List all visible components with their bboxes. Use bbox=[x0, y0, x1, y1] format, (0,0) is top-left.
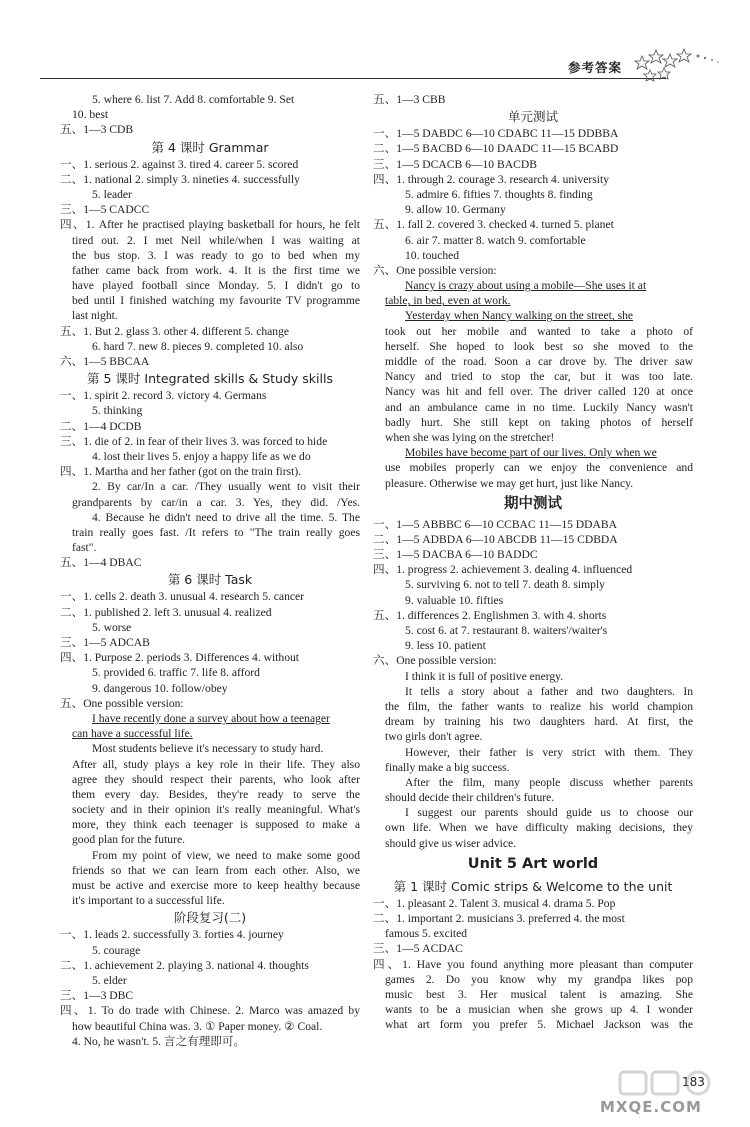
answer-line: should decide their children's future. bbox=[385, 791, 555, 805]
answer-line: 4. No, he wasn't. 5. 言之有理即可。 bbox=[72, 1034, 246, 1048]
answer-line: good plan for the future. bbox=[72, 833, 186, 847]
answer-line: friends so that we can learn from each other. Also, we bbox=[72, 863, 360, 877]
stars-decoration-icon bbox=[632, 44, 722, 84]
answer-line: 10. best bbox=[72, 108, 109, 122]
answer-line: grandparents by car/in a car. 3. Yes, they did. /Yes. bbox=[72, 495, 360, 509]
answer-line: bed until I finished watching my favourite TV programme bbox=[72, 294, 360, 308]
answer-line: the film, the father wants to realize his world champion bbox=[385, 699, 693, 713]
answer-line: 一、1. serious 2. against 3. tired 4. career 5. scored bbox=[60, 157, 299, 171]
answer-line: can have a successful life. bbox=[72, 727, 193, 741]
answer-line: 5. leader bbox=[92, 187, 132, 201]
answer-line: 一、1. pleasant 2. Talent 3. musical 4. drama 5. Pop bbox=[373, 896, 616, 910]
answer-line: 五、One possible version: bbox=[60, 696, 184, 710]
answer-line: However, their father is very strict with them. They bbox=[405, 745, 693, 759]
section-heading: 期中测试 bbox=[504, 495, 562, 512]
answer-line: 三、1—5 DCACB 6—10 BACDB bbox=[373, 157, 537, 171]
answer-line: I suggest our parents should guide us to choose our bbox=[405, 806, 693, 820]
answer-line: Most students believe it's necessary to study hard. bbox=[92, 742, 324, 756]
answer-line: table, in bed, even at work. bbox=[385, 294, 511, 308]
answer-line: 4. Because he didn't need to drive all the time. 5. The bbox=[92, 510, 360, 524]
answer-line: games 2. Do you know why my grandpa likes pop bbox=[385, 972, 693, 986]
answer-line: 6. hard 7. new 8. pieces 9. completed 10. also bbox=[92, 339, 304, 353]
section-heading: 第 6 课时 Task bbox=[167, 572, 253, 588]
answer-line: 五、1—3 CDB bbox=[60, 123, 134, 137]
answer-line: them every day. Besides, they're ready to serve the bbox=[72, 787, 360, 801]
watermark-text: MXQE.COM bbox=[600, 1098, 702, 1116]
answer-line: how beautiful China was. 3. ① Paper money. ② Coal. bbox=[72, 1019, 323, 1033]
answer-line: 三、1—5 DACBA 6—10 BADDC bbox=[373, 548, 538, 562]
answer-line: 5. cost 6. at 7. restaurant 8. waiters'/waiter's bbox=[405, 624, 608, 637]
answer-line: 六、One possible version: bbox=[373, 263, 497, 277]
answer-line: 四、1. Purpose 2. periods 3. Differences 4. without bbox=[60, 651, 300, 665]
answer-line: 一、1. leads 2. successfully 3. forties 4. journey bbox=[60, 928, 284, 942]
answer-line: 5. worse bbox=[92, 620, 132, 634]
answer-line: 6. air 7. matter 8. watch 9. comfortable bbox=[405, 233, 586, 247]
answer-line: 四、1. Have you found anything more pleasant than computer bbox=[373, 957, 693, 971]
answer-line: 9. valuable 10. fifties bbox=[405, 593, 504, 607]
answer-line: 5. where 6. list 7. Add 8. comfortable 9. Set bbox=[92, 93, 295, 106]
answer-line: the bus stop. 3. I was ready to go to bed when my bbox=[72, 248, 360, 262]
answer-line: 5. thinking bbox=[92, 404, 143, 418]
left-column bbox=[60, 92, 360, 1049]
section-heading: 单元测试 bbox=[507, 109, 558, 125]
section-heading: Unit 5 Art world bbox=[467, 855, 599, 872]
answer-line: society and in their opinion it's really meaningful. What's bbox=[72, 803, 360, 817]
answer-line: 4. lost their lives 5. enjoy a happy life as we do bbox=[92, 449, 311, 463]
answer-line: I have recently done a survey about how a teenager bbox=[92, 711, 330, 725]
answer-line: 9. dangerous 10. follow/obey bbox=[92, 681, 228, 695]
answer-line: must be active and exercise more to keep healthy because bbox=[72, 879, 360, 892]
section-heading: 第 1 课时 Comic strips & Welcome to the unit bbox=[393, 878, 673, 894]
answer-line: agree they should respect their parents, who look after bbox=[72, 772, 360, 786]
answer-line: 四、1. After he practised playing basketball for hours, he felt bbox=[60, 218, 360, 232]
page-header bbox=[0, 0, 750, 92]
answer-line: 六、One possible version: bbox=[373, 654, 497, 668]
header-title: 参考答案 bbox=[568, 60, 623, 75]
answer-line: 五、1. fall 2. covered 3. checked 4. turned 5. planet bbox=[373, 218, 614, 232]
answer-line: and an ambulance came in no time. Luckily Nancy wasn't bbox=[385, 400, 693, 414]
answer-line: After the film, many people discuss whether parents bbox=[405, 775, 693, 789]
answer-line: dream by training his two daughters hard. At first, the bbox=[385, 715, 693, 729]
answer-line: 一、1. cells 2. death 3. unusual 4. research 5. cancer bbox=[60, 590, 305, 604]
answer-line: I think it is full of positive energy. bbox=[405, 669, 564, 683]
answer-line: 五、1—3 CBB bbox=[373, 93, 446, 106]
answer-line: 六、1—5 BBCAA bbox=[60, 355, 150, 368]
answer-line: pleasure. Otherwise we may get hurt, just like Nancy. bbox=[385, 476, 634, 490]
answer-line: 三、1—5 CADCC bbox=[60, 203, 150, 217]
answer-line: 五、1—4 DBAC bbox=[60, 556, 142, 570]
answer-line: wants to be a musician when she grows up 4. I wonder bbox=[385, 1003, 693, 1017]
answer-line: 一、1—5 ABBBC 6—10 CCBAC 11—15 DDABA bbox=[373, 517, 618, 531]
answer-line: 5. provided 6. traffic 7. life 8. afford bbox=[92, 666, 260, 680]
section-heading: 阶段复习(二) bbox=[173, 910, 247, 926]
answer-line: From my point of view, we need to make some good bbox=[92, 848, 360, 862]
answer-line: 5. courage bbox=[92, 943, 141, 957]
answer-line: own life. When we have difficulty making decisions, they bbox=[385, 821, 693, 835]
answer-line: badly hurt. She still kept on taking photos of herself bbox=[385, 415, 693, 429]
answer-line: use mobiles properly can we enjoy the convenience and bbox=[385, 461, 693, 475]
header-rule bbox=[40, 78, 666, 79]
answer-line: herself. She hoped to look best so she moved to the bbox=[385, 339, 693, 353]
answer-line: 5. surviving 6. not to tell 7. death 8. simply bbox=[405, 578, 605, 592]
answer-line: tired out. 2. I met Neil while/when I was waiting at bbox=[72, 233, 360, 247]
answer-line: should give us wiser advice. bbox=[385, 836, 517, 850]
answer-line: 5. elder bbox=[92, 973, 127, 987]
answer-line: 二、1—5 ADBDA 6—10 ABCDB 11—15 CDBDA bbox=[373, 532, 618, 546]
answer-line: Nancy and tried to stop the car, but it was too late. bbox=[385, 370, 693, 384]
answer-line: have played football since Monday. 5. I didn't go to bbox=[72, 279, 360, 293]
answer-line: 10. touched bbox=[405, 248, 460, 262]
answer-line: what art form you prefer 5. Michael Jackson was the bbox=[385, 1018, 693, 1032]
answer-line: 二、1—4 DCDB bbox=[60, 419, 142, 433]
page-number: 183 bbox=[682, 1075, 705, 1089]
answer-line: 二、1. important 2. musicians 3. preferred 4. the most bbox=[373, 912, 625, 925]
answer-line: Nancy is crazy about using a mobile—She uses it at bbox=[405, 279, 647, 293]
answer-line: it's important to a successful life. bbox=[72, 894, 225, 908]
answer-line: Yesterday when Nancy walking on the street, she bbox=[405, 309, 634, 323]
answer-line: Nancy was hit and fell over. The driver called 120 at once bbox=[385, 385, 693, 399]
answer-line: 三、1—5 ADCAB bbox=[60, 636, 150, 649]
answer-line: finally make a big success. bbox=[385, 760, 510, 774]
answer-line: 二、1. achievement 2. playing 3. national 4. thoughts bbox=[60, 958, 309, 972]
answer-line: 5. admire 6. fifties 7. thoughts 8. finding bbox=[405, 187, 593, 201]
right-column bbox=[373, 92, 693, 1033]
answer-line: 一、1. spirit 2. record 3. victory 4. Germans bbox=[60, 389, 267, 403]
answer-line: father came back from work. 4. It is the first time we bbox=[72, 263, 360, 277]
answer-line: 五、1. But 2. glass 3. other 4. different 5. change bbox=[60, 324, 290, 338]
answer-line: more, they think each teenager is supposed to make a bbox=[72, 818, 360, 832]
answer-line: 一、1—5 DABDC 6—10 CDABC 11—15 DDBBA bbox=[373, 127, 619, 141]
answer-line: It tells a story about a father and two daughters. In bbox=[405, 684, 693, 698]
answer-line: After all, study plays a key role in their life. They also bbox=[72, 757, 360, 771]
section-heading: 第 4 课时 Grammar bbox=[151, 139, 269, 155]
answer-line: took out her mobile and wanted to take a photo of bbox=[385, 324, 693, 338]
answer-line: 二、1. national 2. simply 3. nineties 4. successfully bbox=[60, 172, 300, 186]
section-heading: 第 5 课时 Integrated skills & Study skills bbox=[87, 371, 333, 387]
answer-line: 四、1. progress 2. achievement 3. dealing 4. influenced bbox=[373, 563, 633, 577]
answer-line: 四、1. To do trade with Chinese. 2. Marco was amazed by bbox=[60, 1004, 360, 1018]
answer-line: 二、1. published 2. left 3. unusual 4. realized bbox=[60, 605, 272, 619]
answer-line: train really goes fast. /It refers to "The train really goes bbox=[72, 525, 360, 539]
answer-line: Mobiles have become part of our lives. Only when we bbox=[405, 446, 657, 460]
answer-line: middle of the road. Soon a car drove by. The driver saw bbox=[385, 355, 693, 368]
answer-line: 三、1—5 ACDAC bbox=[373, 942, 463, 956]
answer-line: two girls don't agree. bbox=[385, 730, 483, 744]
answer-line: famous 5. excited bbox=[385, 927, 468, 941]
answer-line: last night. bbox=[72, 309, 118, 323]
answer-line: 三、1. die of 2. in fear of their lives 3. was forced to hide bbox=[60, 434, 328, 448]
answer-line: fast". bbox=[72, 541, 97, 555]
answer-line: when she was lying on the stretcher! bbox=[385, 430, 555, 444]
answer-line: music best 3. Her musical talent is amazing. She bbox=[385, 987, 693, 1001]
answer-line: 三、1—3 DBC bbox=[60, 989, 134, 1003]
answer-line: 二、1—5 BACBD 6—10 DAADC 11—15 BCABD bbox=[373, 142, 619, 156]
answer-line: 9. less 10. patient bbox=[405, 639, 486, 653]
answer-line: 2. By car/In a car. /They usually went to visit their bbox=[92, 480, 360, 494]
answer-line: 五、1. differences 2. Englishmen 3. with 4. shorts bbox=[373, 608, 607, 622]
answer-line: 四、1. through 2. courage 3. research 4. university bbox=[373, 172, 609, 186]
answer-line: 9. allow 10. Germany bbox=[405, 203, 506, 217]
answer-line: 四、1. Martha and her father (got on the train first). bbox=[60, 465, 302, 479]
